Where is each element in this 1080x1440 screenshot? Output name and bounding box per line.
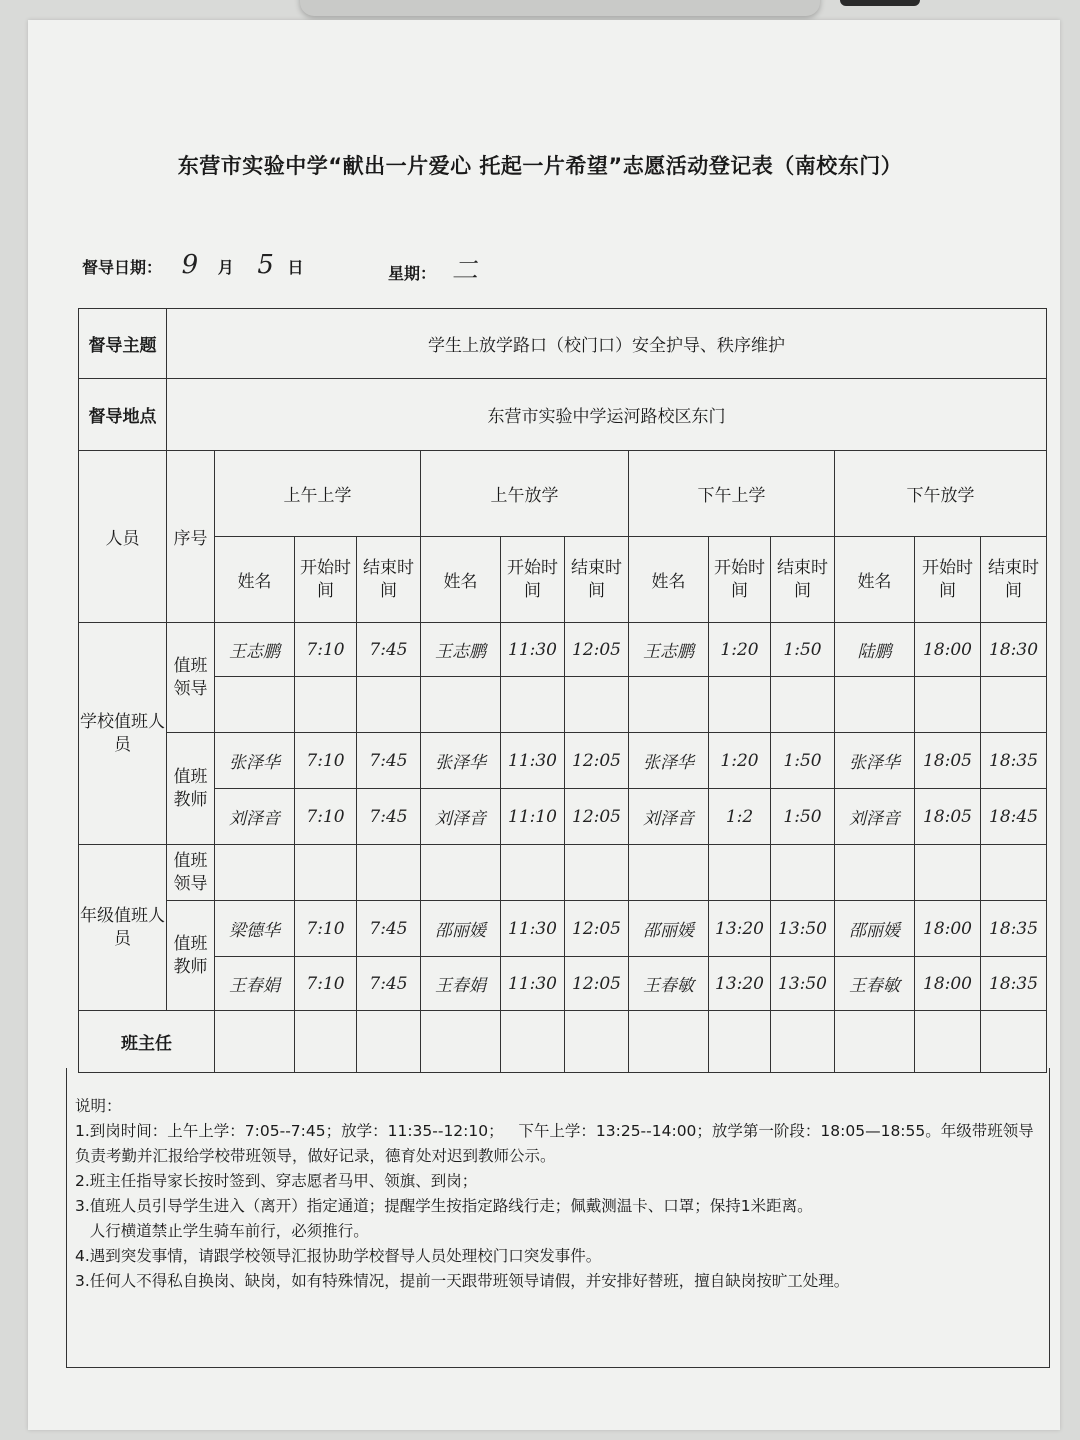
group-label-school: 学校值班人员 [79,623,167,845]
cell-pm-out-name: 邵丽媛 [835,901,915,957]
cell-am-in-end [357,845,421,901]
cell-pm-in-name [629,845,709,901]
cell-am-out-end: 12:05 [565,901,629,957]
table-row [79,789,1047,845]
cell-am-in-end: 7:45 [357,957,421,1011]
cell-pm-out-start: 18:05 [915,733,981,789]
note-line: 4.遇到突发事情，请跟学校领导汇报协助学校督导人员处理校门口突发事件。 [75,1247,602,1265]
cell-am-out-start [501,677,565,733]
weekday-value: 二 [451,256,478,286]
cell-pm-out-end [981,677,1047,733]
cell-am-out-name [421,677,501,733]
cell-am-in-start [295,677,357,733]
date-field [82,250,303,280]
col-end: 结束时间 [771,537,835,623]
cell-am-out-start [501,1011,565,1073]
role-leader: 值班领导 [167,845,215,901]
cell-am-in-start: 7:10 [295,789,357,845]
location-label: 督导地点 [79,379,167,451]
col-name: 姓名 [629,537,709,623]
cell-pm-out-name [835,677,915,733]
cell-pm-in-name: 张泽华 [629,733,709,789]
seq-label: 序号 [167,451,215,623]
cell-pm-out-end [981,845,1047,901]
cell-am-in-name: 梁德华 [215,901,295,957]
cell-pm-out-end: 18:35 [981,733,1047,789]
cell-pm-out-name: 刘泽音 [835,789,915,845]
cell-pm-out-end [981,1011,1047,1073]
registration-table [78,308,1047,1073]
cell-pm-out-end: 18:30 [981,623,1047,677]
notes-heading: 说明： [75,1097,122,1115]
table-row [79,957,1047,1011]
cell-pm-out-start: 18:00 [915,957,981,1011]
cell-pm-out-name: 王春敏 [835,957,915,1011]
col-name: 姓名 [835,537,915,623]
cell-pm-in-end [771,677,835,733]
date-label: 督导日期： [82,258,163,277]
cell-pm-in-start [709,845,771,901]
day-unit: 日 [287,258,304,277]
date-month: 9 [181,250,199,280]
table-row [79,845,1047,901]
session-afternoon-dismissal: 下午放学 [835,451,1047,537]
cell-am-in-name: 王志鹏 [215,623,295,677]
cell-am-in-start: 7:10 [295,957,357,1011]
weekday-field [388,250,478,287]
cell-am-in-name [215,1011,295,1073]
cell-pm-out-start: 18:00 [915,623,981,677]
cell-am-out-start: 11:30 [501,901,565,957]
cell-pm-out-end: 18:35 [981,957,1047,1011]
col-start: 开始时间 [709,537,771,623]
col-name: 姓名 [215,537,295,623]
cell-am-in-start: 7:10 [295,901,357,957]
cell-pm-in-end: 13:50 [771,957,835,1011]
cell-pm-in-end [771,1011,835,1073]
table-row [79,1011,1047,1073]
role-leader: 值班领导 [167,623,215,733]
cell-pm-in-start: 13:20 [709,957,771,1011]
cell-pm-out-name: 陆鹏 [835,623,915,677]
cell-am-out-end [565,1011,629,1073]
cell-am-in-name [215,845,295,901]
cell-pm-in-end: 13:50 [771,901,835,957]
col-name: 姓名 [421,537,501,623]
cell-pm-out-end: 18:45 [981,789,1047,845]
cell-am-out-end [565,845,629,901]
note-line: 1.到岗时间：上午上学：7:05--7:45；放学：11:35--12:10； 下午上学：13:25--14:00；放学第一阶段：18:05—18:55。年级带班领导负责考勤并汇报给学校带班领导，做好记录，德育处对迟到教师公示。 [75,1122,1034,1165]
cell-am-out-name: 王春娟 [421,957,501,1011]
note-line: 3.值班人员引导学生进入（离开）指定通道；提醒学生按指定路线行走；佩戴测温卡、口罩；保持1米距离。 [75,1197,813,1215]
theme-value: 学生上放学路口（校门口）安全护导、秩序维护 [167,309,1047,379]
cell-am-out-end: 12:05 [565,957,629,1011]
head-teacher-label: 班主任 [79,1011,215,1073]
cell-am-in-end [357,677,421,733]
cell-pm-in-end: 1:50 [771,733,835,789]
table-row [79,677,1047,733]
weekday-label: 星期： [388,264,437,283]
cell-pm-in-name: 王志鹏 [629,623,709,677]
cell-pm-in-start: 1:20 [709,623,771,677]
note-line: 2.班主任指导家长按时签到、穿志愿者马甲、领旗、到岗； [75,1172,478,1190]
clipboard-clip-tab [840,0,920,6]
cell-am-in-end: 7:45 [357,733,421,789]
session-morning-arrival: 上午上学 [215,451,421,537]
cell-pm-out-end: 18:35 [981,901,1047,957]
table-row [79,623,1047,677]
cell-pm-out-start: 18:05 [915,789,981,845]
role-teacher: 值班教师 [167,901,215,1011]
cell-am-in-name [215,677,295,733]
cell-pm-out-name: 张泽华 [835,733,915,789]
cell-pm-in-start: 13:20 [709,901,771,957]
cell-pm-in-start [709,1011,771,1073]
cell-pm-out-start: 18:00 [915,901,981,957]
cell-pm-in-name: 刘泽音 [629,789,709,845]
cell-pm-in-end: 1:50 [771,789,835,845]
notes-section [66,1068,1050,1368]
group-label-grade: 年级值班人员 [79,845,167,1011]
cell-am-in-end [357,1011,421,1073]
role-teacher: 值班教师 [167,733,215,845]
cell-am-out-start: 11:30 [501,957,565,1011]
theme-label: 督导主题 [79,309,167,379]
cell-pm-in-start: 1:2 [709,789,771,845]
col-end: 结束时间 [981,537,1047,623]
cell-am-in-start: 7:10 [295,733,357,789]
cell-am-in-name: 王春娟 [215,957,295,1011]
cell-pm-in-name: 邵丽媛 [629,901,709,957]
cell-am-in-end: 7:45 [357,901,421,957]
cell-am-out-name [421,1011,501,1073]
cell-am-out-end: 12:05 [565,623,629,677]
cell-am-out-name [421,845,501,901]
cell-am-out-name: 邵丽媛 [421,901,501,957]
col-start: 开始时间 [501,537,565,623]
col-end: 结束时间 [357,537,421,623]
table-row [79,733,1047,789]
cell-am-in-start [295,1011,357,1073]
cell-pm-out-start [915,677,981,733]
session-morning-dismissal: 上午放学 [421,451,629,537]
note-line: 3.任何人不得私自换岗、缺岗，如有特殊情况，提前一天跟带班领导请假，并安排好替班，擅自缺岗按旷工处理。 [75,1272,850,1290]
cell-am-in-name: 刘泽音 [215,789,295,845]
month-unit: 月 [217,258,234,277]
cell-pm-in-start: 1:20 [709,733,771,789]
col-end: 结束时间 [565,537,629,623]
cell-am-in-name: 张泽华 [215,733,295,789]
cell-am-out-name: 张泽华 [421,733,501,789]
cell-am-out-end: 12:05 [565,733,629,789]
cell-am-out-start: 11:30 [501,733,565,789]
cell-am-out-end: 12:05 [565,789,629,845]
location-value: 东营市实验中学运河路校区东门 [167,379,1047,451]
cell-pm-out-name [835,845,915,901]
cell-am-in-end: 7:45 [357,789,421,845]
cell-am-in-end: 7:45 [357,623,421,677]
cell-pm-in-start [709,677,771,733]
cell-pm-in-name: 王春敏 [629,957,709,1011]
cell-pm-in-name [629,1011,709,1073]
cell-am-out-name: 王志鹏 [421,623,501,677]
cell-am-in-start [295,845,357,901]
col-start: 开始时间 [915,537,981,623]
form-title: 东营市实验中学“献出一片爱心 托起一片希望”志愿活动登记表（南校东门） [177,154,903,178]
session-afternoon-arrival: 下午上学 [629,451,835,537]
clipboard-clip [300,0,820,16]
cell-am-in-start: 7:10 [295,623,357,677]
cell-am-out-start: 11:30 [501,623,565,677]
cell-pm-out-start [915,1011,981,1073]
cell-pm-in-end [771,845,835,901]
date-day: 5 [257,250,274,280]
cell-am-out-name: 刘泽音 [421,789,501,845]
cell-am-out-start [501,845,565,901]
cell-pm-out-name [835,1011,915,1073]
col-start: 开始时间 [295,537,357,623]
table-row [79,901,1047,957]
cell-am-out-end [565,677,629,733]
cell-pm-in-name [629,677,709,733]
cell-am-out-start: 11:10 [501,789,565,845]
cell-pm-out-start [915,845,981,901]
note-line: 人行横道禁止学生骑车前行，必须推行。 [75,1222,369,1240]
cell-pm-in-end: 1:50 [771,623,835,677]
personnel-label: 人员 [79,451,167,623]
